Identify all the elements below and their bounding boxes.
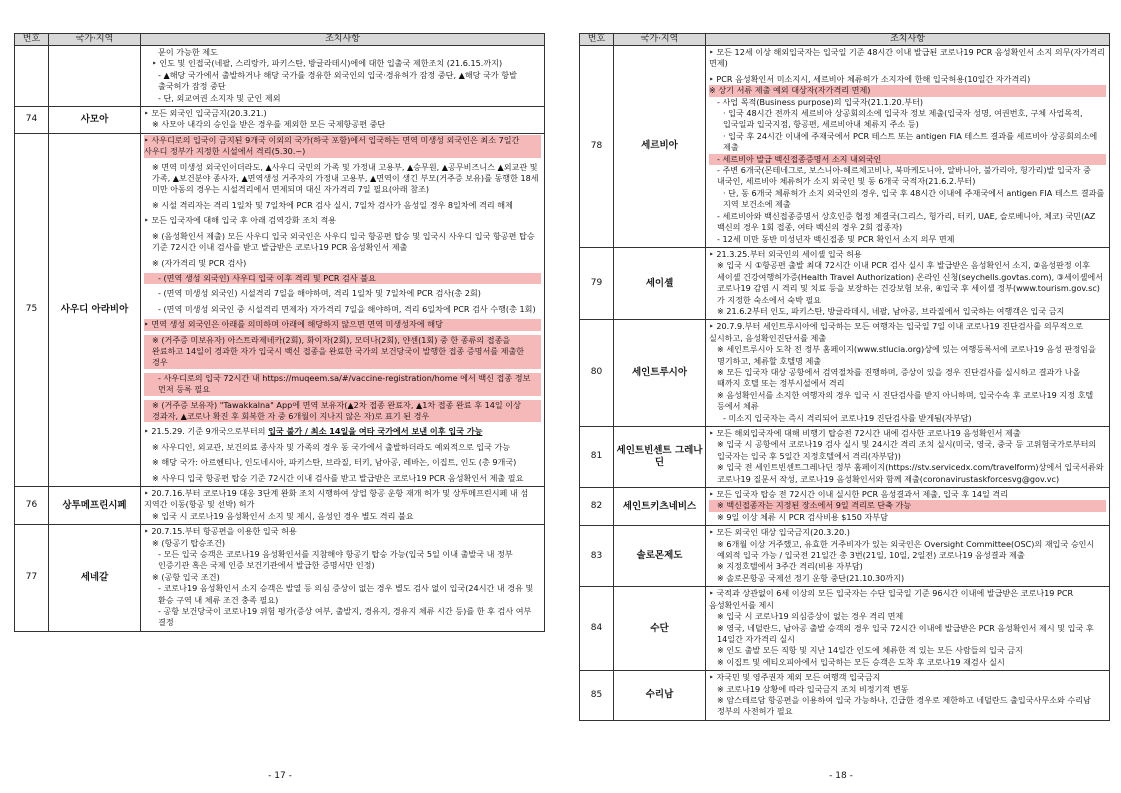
measures-cell <box>706 247 1110 319</box>
table-row <box>15 525 545 632</box>
row-number: 78 <box>580 46 614 248</box>
measure-line: - 세르비아 발급 백신접종증명서 소지 내외국인 <box>709 154 1106 165</box>
measure-line: ※ 6개월 이상 거주했고, 유효한 거주비자가 있는 외국인은 Oversight Committee(OSC)의 재입국 승인시 예외적 입국 가능 / 입국전 21일간 총 3번(21일, 10일, 2일전) 코로나19 음성결과 제출 <box>717 538 1095 561</box>
row-number: 80 <box>580 320 614 427</box>
table-row <box>15 133 545 486</box>
table-row <box>15 107 545 134</box>
country-name: 세이셸 <box>614 247 706 319</box>
measure-line: ‣ 모든 해외입국자에 대해 비행기 탑승전 72시간 내에 검사한 코로나19 음성확인서 제출 <box>709 428 1021 438</box>
country-name: 세인트루시아 <box>614 320 706 427</box>
measure-line: ※ 사우디인, 외교관, 보건의료 종사자 및 가족의 경우 동 국가에서 출발하더라도 예외적으로 입국 가능 <box>152 441 511 452</box>
row-number: 81 <box>580 427 614 488</box>
country-name: 세인트빈센트 그레나딘 <box>614 427 706 488</box>
measure-line: ‣ 모든 입국자 탑승 전 72시간 이내 실시한 PCR 음성결과서 제출, 입국 후 14일 격리 <box>709 489 1009 500</box>
measure-line: ※ (자가격리 및 PCR 검사) <box>152 257 247 268</box>
table-row <box>580 671 1110 721</box>
measure-line: ※ 입국 시 코로나19 음성확인서 소지 및 제시, 음성인 경우 별도 격리 불요 <box>152 510 414 521</box>
row-number: 75 <box>15 133 49 486</box>
measure-line: ※ (항공기 탑승조건) <box>152 537 225 548</box>
row-number: 77 <box>15 525 49 632</box>
table-row <box>580 46 1110 248</box>
measures-cell <box>141 107 545 134</box>
measure-line: - 공항 보건당국이 코로나19 위험 평가(증상 여부, 출발지, 경유지, 경유지 체류 시간 등)를 한 후 검사 여부 결정 <box>158 606 532 628</box>
row-number <box>15 46 49 107</box>
table-row <box>15 487 545 525</box>
measure-line: ※ 입국 시 ①항공편 출발 최대 72시간 이내 PCR 검사 실시 후 발급받은 음성확인서 소지, ②음성판정 이후 세이셸 건강여행허가증(Health Travel Authorization) 온라인 신청(seychells.govtas.com), ③세이셸에서 코로나19 감염 시 격리 및 치료 등을 보장하는 건강보험 보유, ④입국 후 세이셸 정부(www.tourism.gov.sc)가 지정한 숙소에서 숙박 필요 <box>717 260 1104 305</box>
measure-line: ※ 입국 전 세인트빈센트그레나딘 정부 홈페이지(https://stv.servicedx.com/travelform)상에서 입국서류와 코로나19 질문서 작성, 코로나19 음성확인서와 함께 제출(coronavirustaskforcesvg@gov.vc) <box>717 462 1104 484</box>
measures-cell <box>706 488 1110 526</box>
measure-line: ‣ 모든 입국자에 대해 입국 후 아래 검역강화 조치 적용 <box>144 215 337 226</box>
measures-cell <box>706 320 1110 427</box>
row-number: 74 <box>15 107 49 134</box>
measure-line: - 12세 미만 동반 미성년자 백신접종 및 PCR 확인서 소지 의무 면제 <box>717 233 955 244</box>
measure-line: ‣ 사우디로의 입국이 금지된 9개국 이외의 국가(하국 포함)에서 입국하는 면역 미생성 외국인은 최소 7일간 사우디 정부가 지정한 시설에서 격리(5.30.~) <box>144 135 541 158</box>
measure-line: ※ 암스테르담 항공편을 이용하여 입국 가능하나, 긴급한 경우로 제한하고 네덜란드 출입국사무소와 수리남 정부의 사전허가 필요 <box>717 694 1091 717</box>
measure-line: ※ 영국, 네덜란드, 남아공 출발 승객의 경우 입국 72시간 이내에 발급받은 PCR 음성확인서 제시 및 입국 후 14일간 자가격리 실시 <box>717 622 1094 644</box>
measure-line: ※ (공항 입국 조건) <box>152 571 220 582</box>
measure-line: ※ 해당 국가: 아르헨티나, 인도네시아, 파키스탄, 브라질, 터키, 남아공, 레바논, 이집트, 인도 (총 9개국) <box>152 457 517 468</box>
country-name: 세네갈 <box>49 525 141 632</box>
measures-cell <box>706 587 1110 671</box>
row-number: 84 <box>580 587 614 671</box>
measure-line: ※ 이집트 및 에티오피아에서 입국하는 모든 승객은 도착 후 코로나19 재검사 실시 <box>717 656 1005 667</box>
measure-line: ‣ 21.5.29. 기준 9개국으로부터의 입국 불가 / 최소 14일을 여타 국가에서 보낸 이후 입국 가능 <box>144 426 483 437</box>
measure-line: ※ (거주증 보유자) "Tawakkalna" App에 면역 보유자(▲2차 접종 완료자, ▲1차 접종 완료 후 14일 이상 경과자, ▲코로나 확진 후 회복한 자 중 6개월이 지나지 않은 자)로 표기 된 경우 <box>144 400 541 423</box>
measure-line: ※ 솔로몬항공 국제선 정기 운항 중단(21.10.30까지) <box>717 572 905 583</box>
page-right <box>561 0 1121 793</box>
measure-line: - (면역 생성 외국인) 사우디 입국 이후 격리 및 PCR 검사 불요 <box>144 273 541 284</box>
measure-line: - 사우디로의 입국 72시간 내 https://muqeem.sa/#/vaccine-registration/home 에서 백신 접종 정보 먼저 등록 필요 <box>144 373 541 396</box>
page-left <box>0 0 560 793</box>
header-country: 국가·지역 <box>49 34 141 46</box>
measure-line: ‣ 20.7.15.부터 항공편을 이용한 입국 허용 <box>144 526 297 537</box>
measure-line: - 주변 6개국(몬테네그로, 보스니아-헤르체고비나, 북마케도니아, 알바니아, 불가리아, 헝가리)발 입국자 중 내국인, 세르비아 체류허가 소지 외국인 및 동 6개국 국적자(21.6.2.부터) <box>717 165 1091 187</box>
measure-line: ※ 사모아 내각의 승인을 받은 경우를 제외한 모든 국제항공편 중단 <box>152 119 386 130</box>
header-country: 국가·지역 <box>614 34 706 46</box>
measures-cell <box>141 525 545 632</box>
country-name <box>49 46 141 107</box>
measure-line: ※ 코로나19 상황에 따라 입국금지 조치 비정기적 변동 <box>717 683 909 694</box>
measure-line: ※ 지정호텔에서 3주간 격리(비용 자부담) <box>717 561 863 572</box>
measures-cell <box>141 46 545 107</box>
table-row <box>580 247 1110 319</box>
measure-line: ※ (음성확인서 제출) 모든 사우디 입국 외국인은 사우디 입국 항공편 탑승 및 입국시 사우디 입국 항공편 탑승 기준 72시간 이내 검사를 받고 발급받은 코로나19 PCR 음성확인서 제출 <box>152 230 535 253</box>
measures-cell <box>706 46 1110 248</box>
row-number: 83 <box>580 526 614 587</box>
table-row <box>15 46 545 107</box>
measures-cell <box>706 526 1110 587</box>
table-row <box>580 320 1110 427</box>
table-header <box>580 34 1110 46</box>
measure-line: - 모든 입국 승객은 코로나19 음성확인서를 지참해야 항공기 탑승 가능(입국 5일 이내 출발국 내 정부 인증기관 혹은 국제 인증 보건기관에서 발급한 증명서만 인정) <box>158 549 513 571</box>
measure-line: · 입국 후 24시간 이내에 주재국에서 PCR 테스트 또는 antigen FIA 테스트 결과를 세르비아 상공회의소에 제출 <box>723 130 1098 153</box>
table-header <box>15 34 545 46</box>
measure-line: ‣ 20.7.9.부터 세인트루시아에 입국하는 모든 여행자는 입국일 7일 이내 코로나19 진단검사를 의무적으로 실시하고, 음성확인진단서를 제출 <box>709 321 1083 343</box>
table-row <box>580 587 1110 671</box>
measure-line: - 단, 외교여권 소지자 및 군인 제외 <box>158 92 281 103</box>
measure-line: ‣ 모든 외국인 입국금지(20.3.21.) <box>144 108 267 119</box>
measure-line: ‣ 국적과 상관없이 6세 이상의 모든 입국자는 수단 입국일 기준 96시간 이내에 발급받은 코로나19 PCR 음성확인서를 제시 <box>709 588 1074 610</box>
measures-table-left <box>14 33 545 632</box>
measure-line: ※ 사우디 입국 항공편 탑승 기준 72시간 이내 검사를 받고 발급받은 코로나19 PCR 음성확인서 제출 필요 <box>152 472 524 483</box>
measure-line: ※ 인도 출발 모든 직항 및 지난 14일간 인도에 체류한 적 있는 모든 사람들의 입국 금지 <box>717 645 1023 656</box>
table-row <box>580 488 1110 526</box>
country-name: 솔로몬제도 <box>614 526 706 587</box>
page-number-left: - 17 - <box>268 771 292 781</box>
measure-line: - 코로나19 음성확인서 소지 승객은 발열 등 의심 증상이 없는 경우 별도 검사 없이 입국(24시간 내 경유 및 환승 구역 내 체류 조건 충족 필요) <box>158 583 534 605</box>
country-name: 사우디 아라비아 <box>49 133 141 486</box>
measure-line: - (면역 미생성 외국인 중 시설격리 면제자) 자가격리 7일을 해야하며, 격리 6일차에 PCR 검사 수행(총 1회) <box>158 303 536 314</box>
header-num: 번호 <box>15 34 49 46</box>
measure-line: ※ 입국 시 코로나19 의심증상이 없는 경우 격리 면제 <box>717 611 904 622</box>
measures-table-right <box>579 33 1110 721</box>
measure-line: - (면역 미생성 외국인) 시설격리 7일을 해야하며, 격리 1일차 및 7일차에 PCR 검사(총 2회) <box>158 288 481 299</box>
measure-line: - 세르비아와 백신접종증명서 상호인증 협정 체결국(그리스, 헝가리, 터키, UAE, 슬로베니아, 체코) 국민(AZ 백신의 경우 1회 접종, 여타 백신의 경우 2회 접종자) <box>717 210 1096 233</box>
measure-line: ‣ 모든 외국인 대상 입국금지(20.3.20.) <box>709 527 850 538</box>
measure-line: 문이 가능한 제도 <box>158 47 218 57</box>
measure-line: - 미소지 입국자는 즉시 격리되어 코로나19 진단검사를 받게됨(자부담) <box>723 412 972 423</box>
header-measures: 조치사항 <box>141 34 545 46</box>
measure-line: · 입국 48시간 전까지 세르비아 상공회의소에 입국자 정보 제출(입국자 성명, 여권번호, 구체 사업목적, 입국일과 입국지점, 항공편, 세르비아내 체류지 주소 등) <box>723 108 1083 130</box>
measure-line: · 단, 동 6개국 체류허가 소지 외국인의 경우, 입국 후 48시간 이내에 주재국에서 antigen FIA 테스트 결과를 지역 보건소에 제출 <box>723 187 1105 210</box>
header-num: 번호 <box>580 34 614 46</box>
measure-line: ※ 입국 시 공항에서 코로나19 검사 실시 및 24시간 격리 조치 실시(미국, 영국, 중국 등 고위험국가로부터의 입국자는 입국 후 5일간 지정호텔에서 격리(자부담)) <box>717 439 1097 461</box>
row-number: 79 <box>580 247 614 319</box>
measure-line: - 사업 목적(Business purpose)의 입국자(21.1.20.부터) <box>717 96 924 107</box>
country-name: 수단 <box>614 587 706 671</box>
table-row <box>580 427 1110 488</box>
measure-line: ※ 백신접종자는 지정된 장소에서 9일 격리로 단축 가능 <box>709 500 1106 511</box>
measure-line: ※ 21.6.2부터 인도, 파키스탄, 방글라데시, 네팔, 남아공, 브라질에서 입국하는 여행객은 입국 금지 <box>717 305 1065 316</box>
measure-line: - ▲해당 국가에서 출발하거나 해당 국가를 경유한 외국인의 입국·경유허가 잠정 중단, ▲해당 국가 항발 출국허가 잠정 중단 <box>158 69 517 92</box>
table-row <box>580 526 1110 587</box>
measure-line: ‣ 자국민 및 영주권자 제외 모든 여행객 입국금지 <box>709 672 881 683</box>
measures-cell <box>141 487 545 525</box>
header-measures: 조치사항 <box>706 34 1110 46</box>
page-number-right: - 18 - <box>829 771 853 781</box>
table-body-left <box>15 46 545 632</box>
country-name: 상투메프린시페 <box>49 487 141 525</box>
country-name: 수리남 <box>614 671 706 721</box>
measure-line: ※ 음성확인서를 소지한 여행자의 경우 입국 시 진단검사를 받지 아니하며, 입국수속 후 코로나19 지정 호텔 등에서 체류 <box>717 389 1094 412</box>
country-name: 세인트키츠네비스 <box>614 488 706 526</box>
measure-line: ※ 상기 서류 제출 예외 대상자(자가격리 면제) <box>709 85 1106 96</box>
measures-cell <box>706 671 1110 721</box>
row-number: 85 <box>580 671 614 721</box>
table-body-right <box>580 46 1110 721</box>
measure-line: ※ 모든 입국자 대상 공항에서 검역절차를 진행하며, 증상이 있을 경우 진단검사를 실시하고 결과가 나올 때까지 호텔 또는 정부시설에서 격리 <box>717 366 1081 389</box>
country-name: 사모아 <box>49 107 141 134</box>
measures-cell <box>141 133 545 486</box>
measure-line: ※ (거주증 미보유자) 아스트라제네카(2회), 화이자(2회), 모더나(2회), 얀센(1회) 중 한 종류의 접종을 완료하고 14일이 경과한 자가 입국시 백신 접종을 완료한 국가의 보건당국이 발행한 접종 증명서를 제출한 경우 <box>144 335 541 369</box>
measure-line: ※ 면역 미생성 외국인이더라도, ▲사우디 국민의 가족 및 가정내 고용부, ▲승무원, ▲공무비즈니스 ▲외교관 및 가족, ▲보건분야 종사자, ▲면역생성 거주자의 가정내 고용부, ▲면역이 생긴 부모(거주증 보유)를 동행한 18세 미만 아동의 경우는 시설격리에서 면제되며 대신 자가격리 7일 필요(아래 참조) <box>152 161 539 195</box>
measure-line: ‣ 모든 12세 이상 해외입국자는 입국일 기준 48시간 이내 발급된 코로나19 PCR 음성확인서 소지 의무(자가격리 면제) <box>709 47 1105 69</box>
measures-cell <box>706 427 1110 488</box>
measure-line: ‣ PCR 음성확인서 미소지시, 세르비아 체류허가 소지자에 한해 입국허용(10일간 자가격리) <box>709 73 1031 84</box>
row-number: 76 <box>15 487 49 525</box>
country-name: 세르비아 <box>614 46 706 248</box>
measure-line: ‣ 인도 및 인접국(네팔, 스리랑카, 파키스탄, 방글라데시)에에 대한 입출국 제한조치 (21.6.15.까지) <box>152 58 503 69</box>
measure-line: ※ 시설 격리자는 격리 1일차 및 7일차에 PCR 검사 실시, 7일차 검사가 음성일 경우 8일차에 격리 해제 <box>152 199 513 210</box>
measure-line: ‣ 20.7.16.부터 코로나19 대응 3단계 완화 조치 시행하여 상업 항공 운항 재개 허가 및 상투메프린시페 내 섬 지역간 이동(항공 및 선박) 허가 <box>144 488 529 510</box>
measure-line: ※ 세인트루시아 도착 전 정부 홈페이지(www.stlucia.org)상에 있는 여행등록서에 코로나19 음성 판정임을 명기하고, 체류할 호텔명 제출 <box>717 344 1096 366</box>
measure-line: ※ 9일 이상 체류 시 PCR 검사비용 $150 자부담 <box>717 511 888 522</box>
measure-line: ‣ 21.3.25.부터 외국인의 세이셸 입국 허용 <box>709 248 862 259</box>
measure-line: ‣ 면역 생성 외국인은 아래를 의미하며 아래에 해당하지 않으면 면역 미생성자에 해당 <box>144 319 541 330</box>
row-number: 82 <box>580 488 614 526</box>
